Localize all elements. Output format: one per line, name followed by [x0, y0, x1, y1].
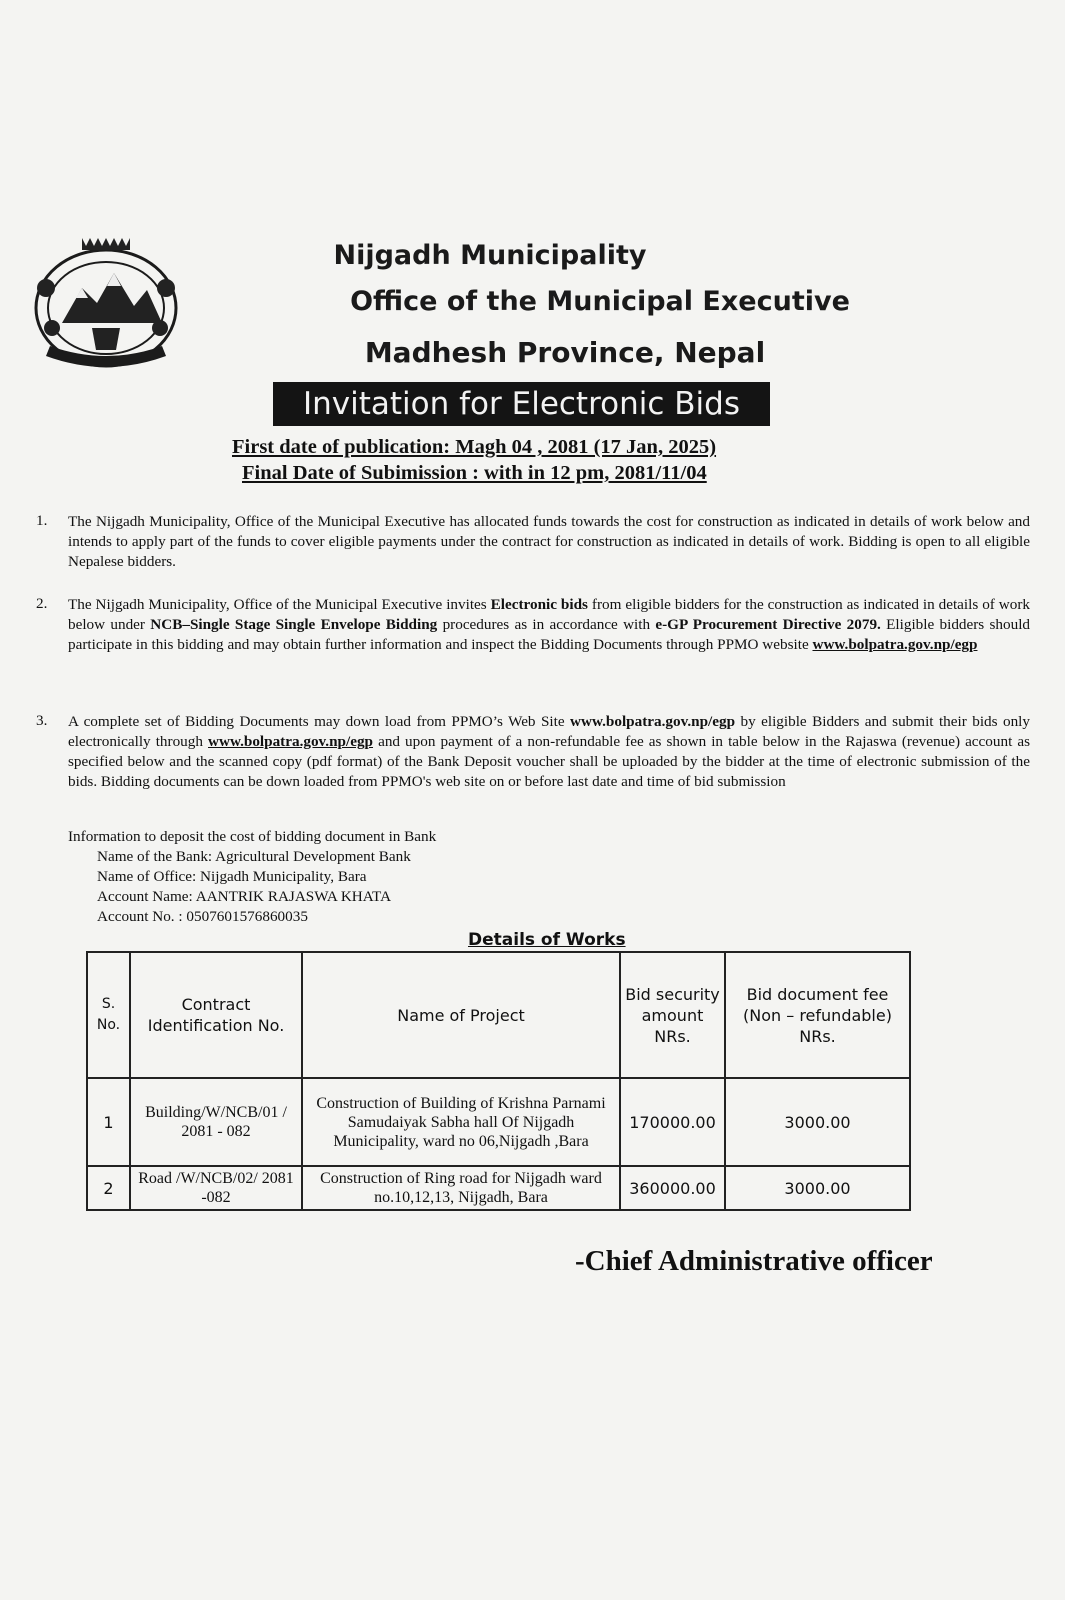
bank-deposit-info	[68, 827, 436, 927]
header-bid-document-fee: Bid document fee (Non – refundable) NRs.	[725, 952, 910, 1078]
bank-office: Name of Office: Nijgadh Municipality, Bara	[97, 868, 367, 885]
paragraph-3-number: 3.	[36, 712, 48, 729]
row-bid-security: 360000.00	[620, 1166, 725, 1210]
row-document-fee: 3000.00	[725, 1166, 910, 1210]
header-project-name: Name of Project	[302, 952, 620, 1078]
paragraph-3-text: by eligible Bidders and submit their bids only electronically through	[68, 713, 1030, 750]
paragraph-2-number: 2.	[36, 595, 48, 612]
header-serial-no: S. No.	[87, 952, 130, 1078]
paragraph-1-number: 1.	[36, 512, 48, 529]
details-of-works-title: Details of Works	[468, 930, 626, 950]
table-header-row	[87, 952, 910, 1078]
notice-title-banner: Invitation for Electronic Bids	[273, 382, 770, 426]
paragraph-2-bold: Electronic bids	[490, 596, 588, 613]
table-row	[87, 1166, 910, 1210]
bank-account-number: Account No. : 0507601576860035	[97, 908, 308, 925]
paragraph-2-text: from eligible bidders for the construction as indicated in details of work below under	[68, 596, 1031, 633]
first-publication-date: First date of publication: Magh 04 , 2081 (17 Jan, 2025)	[232, 436, 717, 458]
paragraph-2-text: procedures as in accordance with	[437, 616, 656, 633]
paragraph-2	[68, 595, 1030, 655]
final-submission-date: Final Date of Subimission : with in 12 pm, 2081/11/04	[242, 462, 707, 484]
signatory-title: -Chief Administrative officer	[575, 1245, 933, 1277]
header-bid-security: Bid security amount NRs.	[620, 952, 725, 1078]
row-bid-security: 170000.00	[620, 1078, 725, 1166]
row-serial-no: 2	[87, 1166, 130, 1210]
row-document-fee: 3000.00	[725, 1078, 910, 1166]
works-table	[86, 951, 911, 1211]
bank-account-name: Account Name: AANTRIK RAJASWA KHATA	[97, 888, 392, 905]
row-contract-id: Road /W/NCB/02/ 2081 -082	[130, 1166, 302, 1210]
bank-name: Name of the Bank: Agricultural Development Bank	[97, 848, 411, 865]
office-name: Office of the Municipal Executive	[350, 286, 850, 317]
nepal-government-emblem-icon	[22, 228, 190, 376]
paragraph-2-procedure: NCB–Single Stage Single Envelope Bidding	[150, 616, 438, 633]
table-row	[87, 1078, 910, 1166]
paragraph-3	[68, 712, 1030, 792]
paragraph-2-directive: e-GP Procurement Directive 2079.	[655, 616, 881, 633]
paragraph-3-text: A complete set of Bidding Documents may down load from PPMO’s Web Site	[68, 713, 571, 730]
paragraph-1: The Nijgadh Municipality, Office of the Municipal Executive has allocated funds towards the cost for construction as indicated in details of work below and intends to apply part of the funds to cover eligible payments under the contract for construction as indicated in details of work. Bidding is open to all eligible Nepalese bidders.	[68, 513, 1030, 570]
ppmo-submission-link[interactable]: www.bolpatra.gov.np/egp	[208, 733, 374, 750]
header-contract-id: Contract Identification No.	[130, 952, 302, 1078]
paragraph-3-text: and upon payment of a non-refundable fee as shown in table below in the Rajaswa (revenue) account as specified below and the scanned copy (pdf format) of the Bank Deposit voucher shall be uploaded by the bidder at the time of electronic submission of the bids. Bidding documents can be down loaded from PPMO's web site on or before last date and time of bid submission	[68, 733, 1030, 790]
paragraph-2-text: The Nijgadh Municipality, Office of the Municipal Executive invites	[68, 596, 491, 613]
row-project-name: Construction of Ring road for Nijgadh ward no.10,12,13, Nijgadh, Bara	[302, 1166, 620, 1210]
bank-info-intro: Information to deposit the cost of bidding document in Bank	[68, 828, 437, 845]
row-contract-id: Building/W/NCB/01 / 2081 - 082	[130, 1078, 302, 1166]
province-name: Madhesh Province, Nepal	[364, 336, 766, 369]
municipality-name: Nijgadh Municipality	[333, 240, 647, 271]
row-serial-no: 1	[87, 1078, 130, 1166]
ppmo-website-bold: www.bolpatra.gov.np/egp	[570, 713, 736, 730]
row-project-name: Construction of Building of Krishna Parnami Samudaiyak Sabha hall Of Nijgadh Municipality, ward no 06,Nijgadh ,Bara	[302, 1078, 620, 1166]
paragraph-2-text: Eligible bidders should participate in this bidding and may obtain further information and inspect the Bidding Documents through PPMO website	[68, 616, 1031, 653]
ppmo-website-link[interactable]: www.bolpatra.gov.np/egp	[812, 636, 978, 653]
